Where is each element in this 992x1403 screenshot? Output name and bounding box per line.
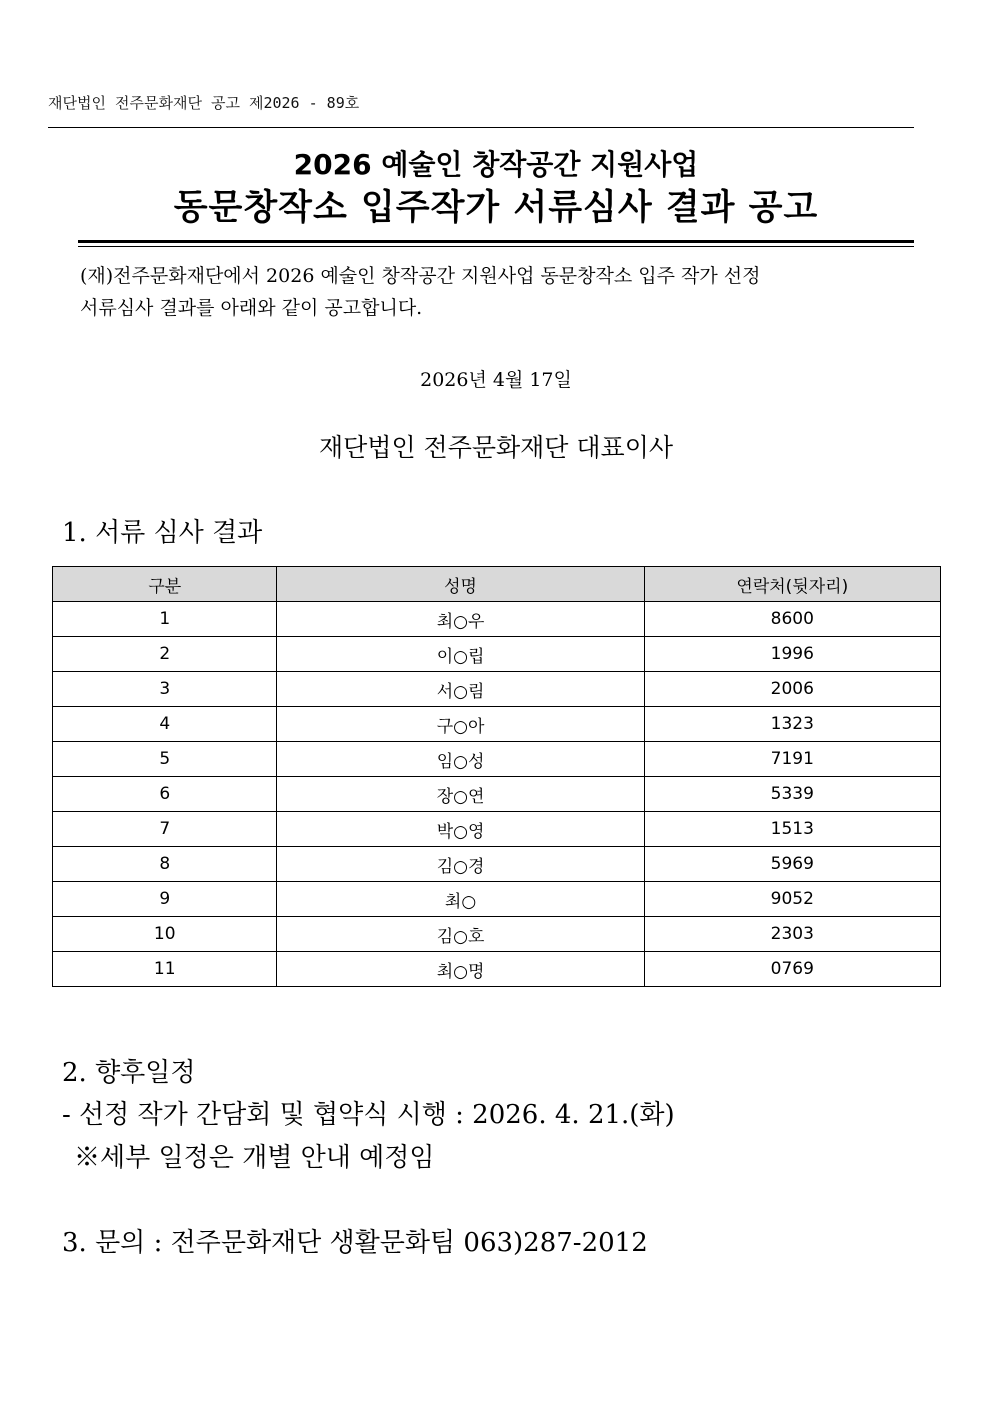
cell-no: 8 xyxy=(53,847,277,882)
cell-contact: 1513 xyxy=(644,812,940,847)
results-table xyxy=(52,566,941,987)
cell-no: 7 xyxy=(53,812,277,847)
cell-name: 임○성 xyxy=(277,742,644,777)
cell-contact: 1323 xyxy=(644,707,940,742)
schedule-event: - 선정 작가 간담회 및 협약식 시행 : 2026. 4. 21.(화) xyxy=(62,1100,675,1130)
cell-no: 2 xyxy=(53,637,277,672)
column-header-no: 구분 xyxy=(53,567,277,602)
schedule-note: ※세부 일정은 개별 안내 예정임 xyxy=(74,1143,435,1173)
cell-contact: 8600 xyxy=(644,602,940,637)
cell-name: 박○영 xyxy=(277,812,644,847)
issuer: 재단법인 전주문화재단 대표이사 xyxy=(319,433,673,462)
cell-name: 장○연 xyxy=(277,777,644,812)
title-line-2: 동문창작소 입주작가 서류심사 결과 공고 xyxy=(173,188,819,228)
column-header-contact: 연락처(뒷자리) xyxy=(644,567,940,602)
table-row xyxy=(53,777,941,812)
intro-line-2: 서류심사 결과를 아래와 같이 공고합니다. xyxy=(80,297,423,319)
cell-contact: 7191 xyxy=(644,742,940,777)
table-row xyxy=(53,812,941,847)
cell-contact: 1996 xyxy=(644,637,940,672)
notice-number: 재단법인 전주문화재단 공고 제2026 - 89호 xyxy=(48,94,360,112)
cell-contact: 5969 xyxy=(644,847,940,882)
intro-line-1: (재)전주문화재단에서 2026 예술인 창작공간 지원사업 동문창작소 입주 작가 선정 xyxy=(80,265,761,287)
cell-no: 6 xyxy=(53,777,277,812)
table-row xyxy=(53,602,941,637)
table-row xyxy=(53,742,941,777)
table-row xyxy=(53,952,941,987)
cell-no: 10 xyxy=(53,917,277,952)
table-row xyxy=(53,672,941,707)
cell-name: 서○림 xyxy=(277,672,644,707)
cell-name: 김○호 xyxy=(277,917,644,952)
intro-paragraph xyxy=(80,260,916,324)
cell-no: 4 xyxy=(53,707,277,742)
cell-name: 최○우 xyxy=(277,602,644,637)
cell-contact: 2006 xyxy=(644,672,940,707)
table-header-row xyxy=(53,567,941,602)
section-2-heading: 2. 향후일정 xyxy=(62,1058,196,1088)
cell-no: 3 xyxy=(53,672,277,707)
cell-name: 최○ xyxy=(277,882,644,917)
cell-no: 1 xyxy=(53,602,277,637)
contact-inquiry: 3. 문의 : 전주문화재단 생활문화팀 063)287-2012 xyxy=(62,1228,648,1258)
cell-contact: 0769 xyxy=(644,952,940,987)
table-row xyxy=(53,707,941,742)
cell-name: 김○경 xyxy=(277,847,644,882)
cell-no: 9 xyxy=(53,882,277,917)
announcement-date: 2026년 4월 17일 xyxy=(420,369,572,391)
cell-no: 11 xyxy=(53,952,277,987)
cell-name: 구○아 xyxy=(277,707,644,742)
table-row xyxy=(53,917,941,952)
table-row xyxy=(53,882,941,917)
table-row xyxy=(53,637,941,672)
section-1-heading: 1. 서류 심사 결과 xyxy=(62,518,263,548)
title-line-1: 2026 예술인 창작공간 지원사업 xyxy=(293,148,699,181)
cell-name: 최○명 xyxy=(277,952,644,987)
cell-contact: 5339 xyxy=(644,777,940,812)
title-divider xyxy=(78,240,914,247)
table-row xyxy=(53,847,941,882)
top-divider xyxy=(48,127,914,128)
column-header-name: 성명 xyxy=(277,567,644,602)
cell-name: 이○립 xyxy=(277,637,644,672)
cell-no: 5 xyxy=(53,742,277,777)
cell-contact: 9052 xyxy=(644,882,940,917)
cell-contact: 2303 xyxy=(644,917,940,952)
